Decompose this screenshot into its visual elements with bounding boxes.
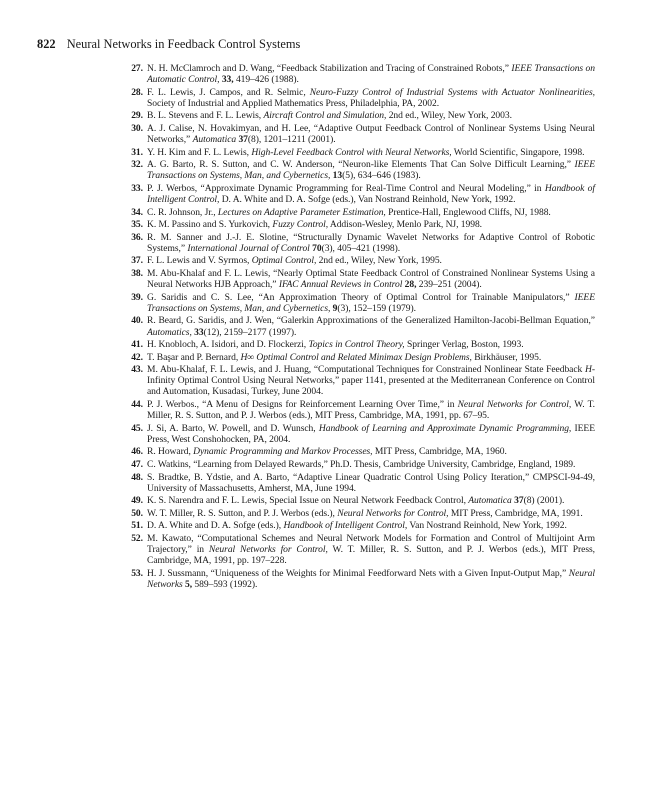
reference-bold-text: 37 (514, 495, 524, 507)
reference-text: IEEE Press, West Conshohocken, PA, 2004. (147, 422, 595, 445)
reference-number: 42. (131, 351, 143, 363)
reference-number: 39. (131, 291, 143, 303)
reference-bold-text: 33, (221, 74, 234, 86)
reference-item (131, 63, 596, 86)
running-header (37, 36, 300, 52)
reference-item (131, 520, 595, 532)
reference-italic-text: IEEE Transactions on Systems, Man, and Cybernetics, (147, 159, 595, 182)
reference-text: R. Howard, (147, 446, 194, 458)
reference-italic-text: Handbook of Intelligent Control, (147, 182, 595, 206)
reference-text: 2nd ed., Wiley, New York, 1995. (316, 255, 442, 267)
reference-number: 46. (131, 446, 143, 458)
reference-item (131, 507, 595, 519)
reference-text: N. H. McClamroch and D. Wang, “Feedback Stabilization and Tracing of Constrained Robots,” (147, 63, 512, 74)
reference-item (131, 267, 595, 291)
reference-bold-text: 5, (185, 578, 193, 590)
reference-item (131, 182, 595, 206)
reference-text: Y. H. Kim and F. L. Lewis, (147, 146, 252, 158)
reference-italic-text: Neuro-Fuzzy Control of Industrial Systems with Actuator Nonlinearities, (309, 86, 595, 98)
reference-italic-text: IEEE Transactions on Automatic Control, (147, 63, 596, 86)
reference-italic-text: IEEE Transactions on Systems, Man, and Cybernetics, (147, 291, 595, 314)
reference-item (131, 110, 595, 122)
reference-number: 27. (131, 63, 143, 74)
reference-text: Birkhäuser, 1995. (471, 351, 542, 363)
reference-item (131, 86, 595, 109)
reference-text: (8) (2001). (523, 495, 565, 507)
reference-number: 44. (131, 399, 143, 411)
reference-item (131, 146, 595, 158)
reference-number: 36. (131, 231, 143, 243)
reference-number: 32. (131, 159, 143, 171)
reference-text: World Scientific, Singapore, 1998. (451, 146, 585, 158)
reference-item (131, 495, 595, 507)
reference-italic-text: International Journal of Control (187, 242, 310, 254)
reference-text: MIT Press, Cambridge, MA, 1991. (448, 507, 583, 519)
reference-italic-text: Automatics, (147, 326, 192, 338)
reference-italic-text: Neural Networks for Control, (208, 544, 328, 556)
reference-text: M. Kawato, “Computational Schemes and Neural Network Models for Formation and Control of Multijoint Arm Trajectory,” in (147, 532, 595, 556)
reference-text: K. S. Narendra and F. L. Lewis, Special Issue on Neural Network Feedback Control, (147, 495, 469, 507)
reference-text: MIT Press, Cambridge, MA, 1960. (372, 446, 507, 458)
reference-text: R. M. Sanner and J.-J. E. Slotine, “Structurally Dynamic Wavelet Networks for Adaptive Control of Robotic Systems,” (147, 231, 595, 254)
reference-number: 51. (131, 520, 143, 532)
reference-text: Van Nostrand Reinhold, New York, 1992. (407, 520, 567, 532)
reference-text: W. T. Miller, R. S. Sutton, and P. J. Werbos (eds.), MIT Press, Cambridge, MA, 1991, pp. 67–95. (147, 399, 595, 422)
reference-italic-text: High-Level Feedback Control with Neural Networks, (251, 146, 452, 158)
reference-bold-text: 9 (332, 302, 338, 314)
reference-text: B. L. Stevens and F. L. Lewis, (147, 110, 264, 122)
reference-number: 37. (131, 255, 143, 267)
reference-text: J. Si, A. Barto, W. Powell, and D. Wunsch, (147, 422, 319, 434)
reference-text: M. Abu-Khalaf, F. L. Lewis, and J. Huang, “Computational Techniques for Constrained Nonlinear State Feedback (147, 364, 585, 376)
reference-number: 30. (131, 122, 143, 134)
reference-number: 45. (131, 422, 143, 434)
reference-text: 419–426 (1988). (233, 74, 299, 86)
reference-italic-text: Dynamic Programming and Markov Processes, (193, 446, 373, 458)
reference-text: (5), 634–646 (1983). (342, 170, 421, 182)
reference-item (131, 159, 595, 182)
reference-item (131, 364, 595, 398)
reference-bold-text: 13 (332, 170, 343, 182)
reference-item (131, 231, 595, 254)
reference-number: 47. (131, 458, 143, 470)
reference-bold-text: 33 (194, 326, 204, 338)
reference-italic-text: Optimal Control, (251, 255, 317, 267)
reference-number: 29. (131, 110, 143, 122)
reference-text: F. L. Lewis, J. Campos, and R. Selmic, (147, 86, 310, 98)
reference-text: K. M. Passino and S. Yurkovich, (147, 219, 273, 231)
reference-italic-text: Topics in Control Theory, (308, 339, 405, 351)
reference-italic-text: Automatica (192, 134, 237, 146)
reference-text: Springer Verlag, Boston, 1993. (404, 339, 524, 351)
reference-text: A. G. Barto, R. S. Sutton, and C. W. Anderson, “Neuron-like Elements That Can Solve Difficult Learning,” (147, 159, 575, 171)
reference-bold-text: 28, (404, 279, 417, 291)
reference-text: 2nd ed., Wiley, New York, 2003. (386, 110, 512, 122)
reference-number: 43. (131, 364, 143, 376)
reference-number: 49. (131, 495, 143, 507)
reference-bold-text: 70 (312, 242, 322, 254)
reference-number: 41. (131, 339, 143, 351)
reference-item (131, 471, 595, 494)
reference-italic-text: Handbook of Learning and Approximate Dynamic Programming, (318, 422, 572, 434)
reference-item (131, 255, 595, 267)
reference-number: 48. (131, 471, 143, 483)
reference-item (131, 567, 595, 590)
reference-italic-text: Neural Networks (147, 567, 595, 590)
reference-text: G. Saridis and C. S. Lee, “An Approximation Theory of Optimal Control for Trainable Manipulators,” (147, 291, 575, 303)
reference-text: 589–593 (1992). (192, 578, 258, 590)
reference-text: F. L. Lewis and V. Syrmos, (147, 255, 252, 267)
reference-item (131, 422, 595, 445)
reference-number: 28. (131, 86, 143, 98)
reference-italic-text: Aircraft Control and Simulation, (263, 110, 387, 122)
reference-italic-text: H (585, 364, 592, 376)
reference-item (131, 399, 595, 422)
reference-text: W. T. Miller, R. S. Sutton, and P. J. Werbos (eds.), (147, 507, 338, 519)
reference-text: C. R. Johnson, Jr., (147, 206, 218, 218)
reference-italic-text: Lectures on Adaptive Parameter Estimation, (217, 206, 386, 218)
reference-text: A. J. Calise, N. Hovakimyan, and H. Lee, “Adaptive Output Feedback Control of Nonlinear Systems Using Neural Networks,” (147, 122, 595, 146)
reference-item (131, 351, 595, 363)
reference-text: 239–251 (2004). (416, 279, 482, 291)
reference-text: -Infinity Optimal Control Using Neural Networks,” paper 1141, presented at the Mediterranean Conference on Control and Automation, Kusadasi, Turkey, June 2004. (147, 364, 595, 398)
reference-number: 33. (131, 182, 143, 194)
reference-text: Society of Industrial and Applied Mathematics Press, Philadelphia, PA, 2002. (147, 97, 440, 109)
reference-number: 38. (131, 267, 143, 279)
reference-text: P. J. Werbos., “A Menu of Designs for Reinforcement Learning Over Time,” in (147, 399, 458, 411)
reference-text: H. J. Sussmann, “Uniqueness of the Weights for Minimal Feedforward Nets with a Given Input-Output Map,” (147, 567, 569, 579)
reference-item (131, 219, 595, 231)
reference-item (131, 315, 595, 338)
reference-number: 40. (131, 315, 143, 327)
running-title: Neural Networks in Feedback Control Systems (66, 37, 301, 51)
reference-item (131, 446, 595, 458)
reference-item (131, 206, 595, 218)
reference-number: 35. (131, 219, 143, 231)
reference-text: R. Beard, G. Saridis, and J. Wen, “Galerkin Approximations of the Generalized Hamilton-Jacobi-Bellman Equation,” (147, 315, 595, 327)
reference-list (131, 63, 596, 591)
reference-number: 31. (131, 146, 143, 158)
reference-bold-text: 37 (238, 134, 248, 146)
reference-number: 34. (131, 206, 143, 218)
reference-text: W. T. Miller, R. S. Sutton, and P. J. Werbos (eds.), MIT Press, Cambridge, MA, 1991, pp. 197–228. (147, 544, 595, 567)
reference-text: Addison-Wesley, Menlo Park, NJ, 1998. (328, 219, 483, 231)
reference-item (131, 291, 595, 314)
reference-italic-text: Automatica (468, 495, 512, 507)
reference-text: S. Bradtke, B. Ydstie, and A. Barto, “Adaptive Linear Quadratic Control Using Policy Iteration,” CMPSCI-94-49, University of Massachusetts, Amherst, MA, June 1994. (147, 471, 595, 494)
reference-item (131, 122, 595, 146)
reference-text: C. Watkins, “Learning from Delayed Rewards,” Ph.D. Thesis, Cambridge University, Cambridge, England, 1989. (147, 458, 576, 470)
reference-text: D. A. White and D. A. Sofge (eds.), (147, 520, 284, 532)
reference-italic-text: Neural Networks for Control, (457, 399, 572, 411)
reference-item (131, 339, 595, 351)
reference-text: (3), 152–159 (1979). (337, 302, 416, 314)
reference-italic-text: Handbook of Intelligent Control, (283, 520, 408, 532)
reference-text: T. Başar and P. Bernard, (147, 351, 241, 363)
reference-item (131, 458, 595, 470)
reference-text: Prentice-Hall, Englewood Cliffs, NJ, 1988. (385, 206, 551, 218)
reference-text: M. Abu-Khalaf and F. L. Lewis, “Nearly Optimal State Feedback Control of Constrained Nonlinear Systems Using a Neural Networks HJB Approach,” (147, 267, 595, 291)
reference-italic-text: Fuzzy Control, (272, 219, 329, 231)
reference-italic-text: H∞ Optimal Control and Related Minimax Design Problems, (240, 351, 472, 363)
reference-text: D. A. White and D. A. Sofge (eds.), Van Nostrand Reinhold, New York, 1992. (219, 194, 516, 206)
reference-text: (8), 1201–1211 (2001). (247, 134, 336, 146)
page-number: 822 (37, 37, 56, 51)
reference-italic-text: Neural Networks for Control, (337, 507, 449, 519)
reference-italic-text: IFAC Annual Reviews in Control (278, 279, 403, 291)
reference-item (131, 532, 595, 567)
reference-text: (12), 2159–2177 (1997). (203, 326, 297, 338)
reference-text: P. J. Werbos, “Approximate Dynamic Programming for Real-Time Control and Neural Modeling,” in (147, 182, 545, 194)
reference-text: H. Knobloch, A. Isidori, and D. Flockerzi, (147, 339, 309, 351)
reference-number: 50. (131, 507, 143, 519)
reference-number: 53. (131, 567, 143, 579)
reference-number: 52. (131, 532, 143, 544)
reference-text: (3), 405–421 (1998). (321, 242, 401, 254)
